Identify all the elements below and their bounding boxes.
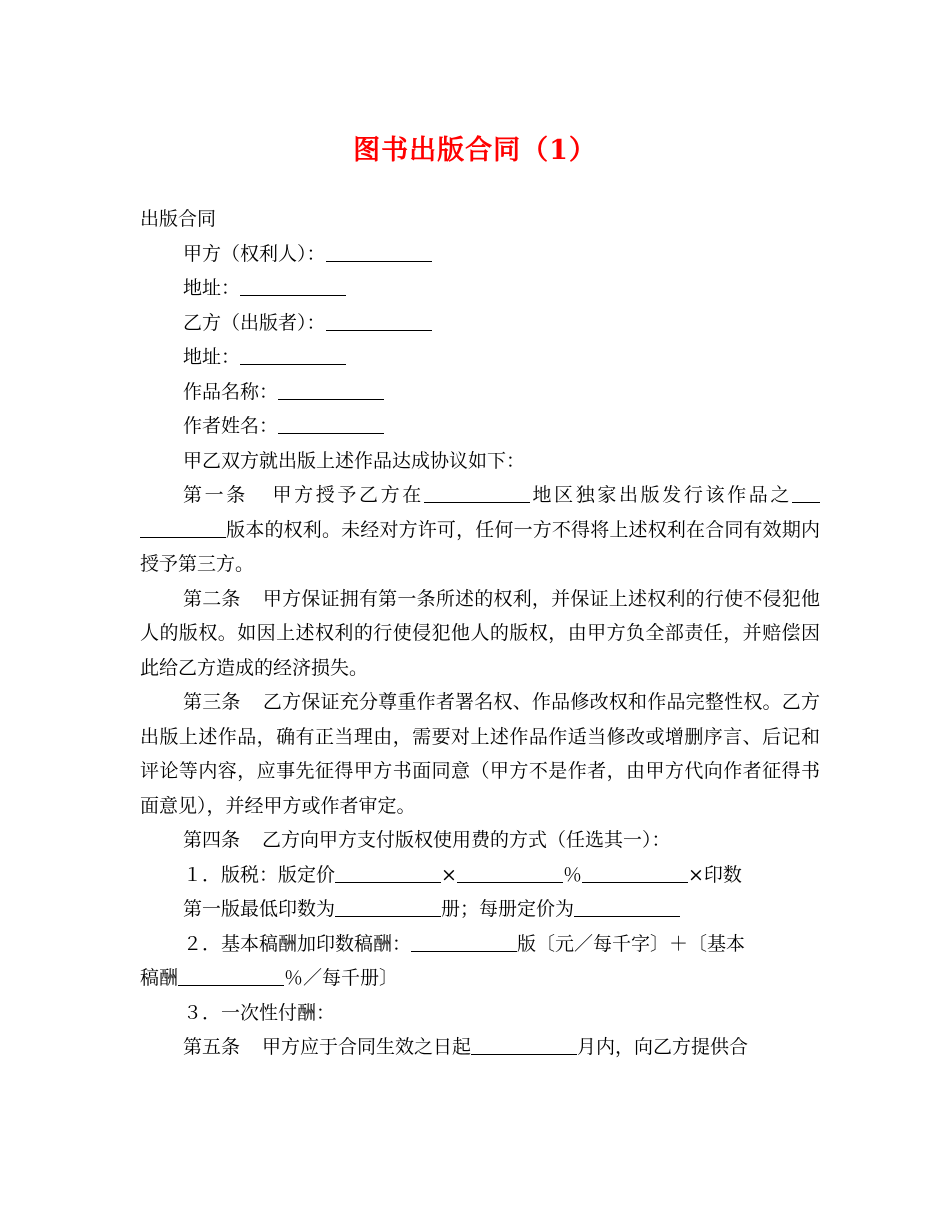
document-title: 图书出版合同（1） (353, 135, 597, 166)
royalty-prefix: １．版税：版定价 (183, 863, 336, 886)
party-a-blank (326, 241, 432, 262)
article-3 (140, 685, 820, 823)
article-4-item-1-line-2 (140, 892, 820, 927)
article-4-item-2 (140, 927, 820, 962)
region-blank (424, 482, 530, 503)
article-3-text: 乙方保证充分尊重作者署名权、作品修改权和作品完整性权。乙方出版上述作品，确有正当理由，需要对上述作品作适当修改或增删序言、后记和评论等内容，应事先征得甲方书面同意（甲方不是作者，由甲方代向作者征得书面意见），并经甲方或作者审定。 (140, 691, 820, 817)
party-a-label: 甲方（权利人）： (183, 242, 326, 265)
article-5-text-a: 甲方应于合同生效之日起 (262, 1036, 472, 1058)
article-1-text-c: 版本的权利。未经对方许可，任何一方不得将上述权利在合同有效期内授予第三方。 (140, 518, 820, 575)
royalty-percent: ％ (562, 863, 582, 886)
edition-blank-part2 (140, 517, 226, 538)
party-b-address-blank (240, 344, 346, 365)
article-1 (140, 478, 820, 582)
party-b-address-label: 地址： (183, 346, 241, 368)
party-b-label: 乙方（出版者）： (183, 311, 326, 334)
article-1-text-b: 地区独家出版发行该作品之 (529, 484, 792, 506)
royalty-times-1: × (441, 863, 457, 886)
work-title-line (140, 375, 820, 410)
royalty-times-2: ×印数 (687, 863, 742, 886)
print-fee-blank (178, 965, 284, 986)
article-2-text: 甲方保证拥有第一条所述的权利，并保证上述权利的行使不侵犯他人的版权。如因上述权利的行使侵犯他人的版权，由甲方负全部责任，并赔偿因此给乙方造成的经济损失。 (140, 587, 820, 679)
unit-price-blank (574, 896, 680, 917)
article-4-number: 第四条 (183, 829, 241, 851)
party-b-blank (326, 310, 432, 331)
party-a-address-blank (240, 275, 346, 296)
article-4-item-3: ３．一次性付酬： (183, 1001, 336, 1024)
party-b-line (140, 306, 820, 341)
article-1-text-a: 甲方授予乙方在 (269, 484, 424, 506)
basic-fee-unit: 版〔元／每千字〕＋〔基本 (517, 932, 746, 955)
contract-heading: 出版合同 (140, 208, 217, 230)
price-blank (335, 862, 441, 883)
article-2-number: 第二条 (183, 587, 241, 610)
min-print-blank (335, 896, 441, 917)
basic-fee-blank (411, 931, 517, 952)
edition-blank-part1 (792, 482, 820, 503)
author-name-blank (278, 413, 384, 434)
article-4 (140, 823, 820, 858)
party-a-address-label: 地址： (183, 277, 241, 299)
article-4-text: 乙方向甲方支付版权使用费的方式（任选其一）： (262, 829, 671, 851)
agreement-intro: 甲乙双方就出版上述作品达成协议如下： (183, 449, 526, 472)
basic-fee-line2-suffix: ％／每千册〕 (284, 967, 399, 989)
party-a-address-line (140, 271, 820, 306)
article-5-number: 第五条 (183, 1036, 241, 1058)
article-4-item-2-line-2 (140, 961, 820, 996)
rate-blank (457, 862, 563, 883)
basic-fee-prefix: ２．基本稿酬加印数稿酬： (183, 932, 412, 955)
contract-body (140, 202, 820, 1065)
author-name-line (140, 409, 820, 444)
royalty-blank (582, 862, 688, 883)
basic-fee-line2-prefix: 稿酬 (140, 967, 179, 989)
copies-unit: 册；每册定价为 (441, 898, 575, 920)
work-title-blank (278, 379, 384, 400)
min-print-label: 第一版最低印数为 (183, 898, 336, 920)
article-2 (140, 582, 820, 686)
delivery-months-blank (471, 1034, 577, 1055)
author-name-label: 作者姓名： (183, 415, 279, 437)
party-b-address-line (140, 340, 820, 375)
party-a-line (140, 237, 820, 272)
article-3-number: 第三条 (183, 691, 241, 713)
work-title-label: 作品名称： (183, 380, 279, 403)
article-1-number: 第一条 (183, 484, 248, 506)
article-4-item-1 (140, 858, 820, 893)
article-5-text-b: 月内，向乙方提供合 (577, 1036, 749, 1058)
article-5 (140, 1030, 820, 1065)
